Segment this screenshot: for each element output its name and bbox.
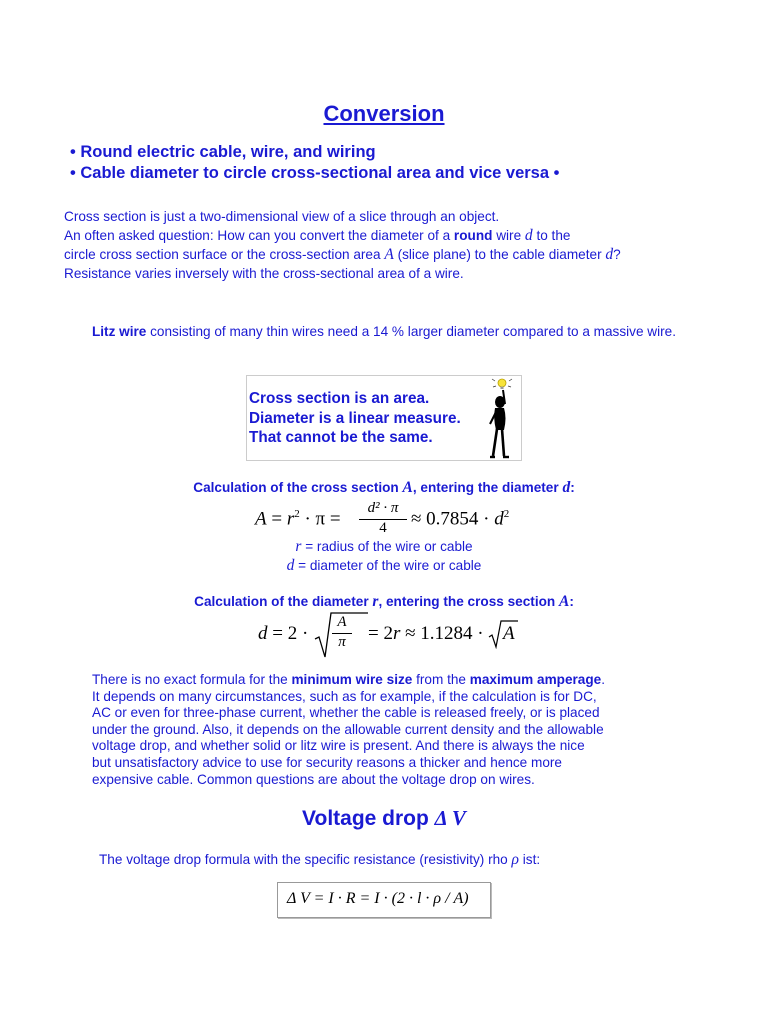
intro-text: to the [532,228,571,243]
heading-text: Calculation of the diameter [194,594,373,609]
para-text: . [601,672,606,687]
intro-text: (slice plane) to the cable diameter [393,247,606,262]
info-line-1: Cross section is an area. [249,390,430,407]
heading-text: , entering the diameter [412,480,563,495]
formula-A: A [503,623,515,644]
formula-eq: = 2 · [267,623,309,644]
formula-r: r [392,623,401,644]
vd-text: ist: [518,852,541,867]
formula-denominator: 4 [379,520,387,536]
formula-approx: ≈ 1.1284 · [400,623,484,644]
para-line-1 [92,672,605,689]
symbol-r: r [295,538,302,555]
bullet-1: • Round electric cable, wire, and wiring [70,143,376,161]
para-bold-min-wire: minimum wire size [291,672,413,687]
idea-figure-icon [485,378,519,460]
symbol-A: A [558,593,570,610]
intro-bold-round: round [453,228,493,243]
intro-line-2 [64,226,621,245]
legend-text: = radius of the wire or cable [301,539,473,554]
area-formula [255,500,525,540]
intro-text: ? [613,247,621,262]
intro-paragraph [64,207,621,283]
intro-line-1: Cross section is just a two-dimensional view of a slice through an object. [64,209,500,224]
bullet-2: • Cable diameter to circle cross-sectional area and vice versa • [70,164,560,182]
area-calc-heading [0,479,768,497]
para-line-2: It depends on many circumstances, such as for example, if the calculation is for DC, [92,688,597,704]
legend-text: = diameter of the wire or cable [294,558,482,573]
heading-text: Calculation of the cross section [193,480,403,495]
symbol-A: A [384,246,394,263]
symbol-d: d [605,246,614,263]
diameter-calc-heading [0,593,768,611]
formula-pi: · π = [299,508,341,530]
symbol-delta-v: Δ V [434,806,466,830]
symbol-A: A [402,479,413,496]
para-line-3: AC or even for three-phase current, whether the cable is released freely, or is placed [92,705,600,721]
vd-text: The voltage drop formula with the specific resistance (resistivity) rho [99,852,512,867]
formula-eq: = 2 [368,623,393,644]
heading-text: : [570,480,575,495]
para-bold-max-amp: maximum amperage [469,672,602,687]
info-box-text [249,389,461,448]
info-box [246,375,522,461]
symbol-d: d [524,227,533,244]
formula-d-sq: 2 [503,508,510,520]
symbol-d: d [562,479,571,496]
formula-approx: ≈ 0.7854 · [411,508,495,530]
para-line-5: voltage drop, and whether solid or litz wire is present. And there is always the nice [92,738,585,754]
page-title: Conversion [323,101,445,126]
symbol-d: d [286,557,295,574]
intro-text: wire [492,228,525,243]
para-text: There is no exact formula for the [92,672,292,687]
para-line-4: under the ground. Also, it depends on the allowable current density and the allowable [92,721,604,737]
formula-d: d [258,623,268,644]
info-line-3: That cannot be the same. [249,429,433,446]
intro-text: An often asked question: How can you convert the diameter of a [64,228,454,243]
litz-wire-note [88,323,680,341]
subtitle-bullets [70,142,559,184]
formula-numerator: A [337,614,347,630]
variable-legend [0,537,768,575]
wire-size-paragraph [92,672,605,788]
para-line-7: expensive cable. Common questions are about the voltage drop on wires. [92,771,535,787]
symbol-rho: ρ [511,851,519,868]
formula-eq: = [266,508,287,530]
formula-numerator: d² · π [367,500,399,516]
diameter-formula [258,611,528,661]
symbol-r: r [372,593,379,610]
intro-line-3 [64,245,621,264]
formula-sq: 2 [294,508,300,520]
litz-text: consisting of many thin wires need a 14 % larger diameter compared to a massive wire. [146,324,677,339]
voltage-drop-heading [0,806,768,831]
litz-bold: Litz wire [91,324,147,339]
heading-text: : [569,594,574,609]
para-line-6: but unsatisfactory advice to use for security reasons a thicker and hence more [92,754,562,770]
para-text: from the [412,672,470,687]
voltage-drop-formula-box [277,882,491,918]
voltage-drop-formula: Δ V = I · R = I · (2 · l · ρ / A) [287,890,469,907]
formula-d: d [494,508,504,530]
formula-r: r [286,508,295,530]
heading-text: , entering the cross section [378,594,559,609]
legend-r [0,537,768,556]
legend-d [0,556,768,575]
formula-A: A [255,508,267,530]
formula-denominator: π [338,634,346,650]
voltage-drop-text [99,851,540,869]
heading-text: Voltage drop [302,807,435,830]
info-line-2: Diameter is a linear measure. [249,409,461,427]
intro-line-4: Resistance varies inversely with the cross-sectional area of a wire. [64,266,464,281]
intro-text: circle cross section surface or the cross-section area [64,247,385,262]
